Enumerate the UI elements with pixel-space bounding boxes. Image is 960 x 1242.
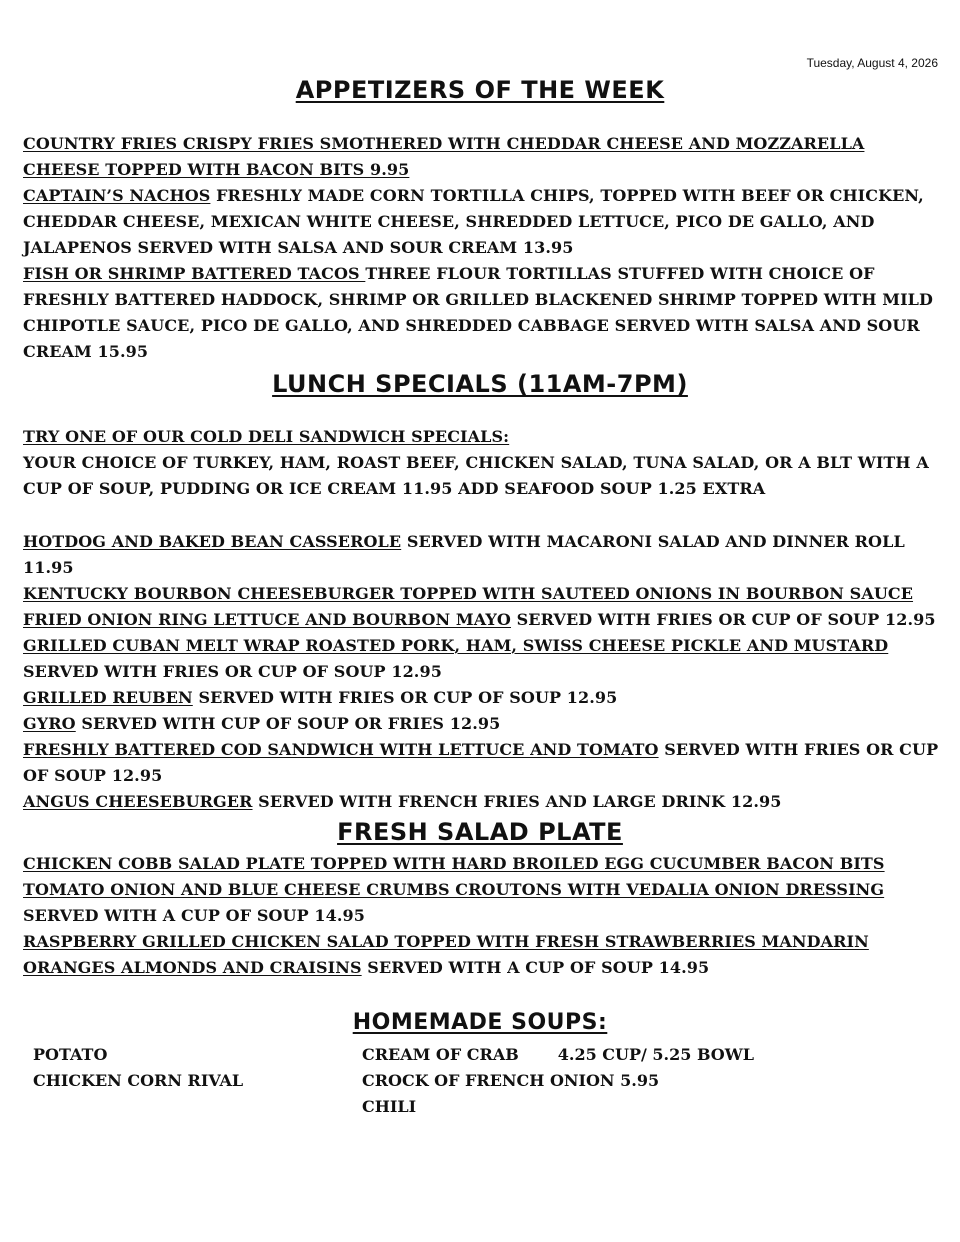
item-name: RASPBERRY GRILLED CHICKEN SALAD TOPPED WITH FRESH STRAWBERRIES MANDARIN ORANGES ALMONDS AND CRAISINS — [23, 932, 869, 977]
item-description: SERVED WITH CUP OF SOUP OR FRIES 12.95 — [75, 714, 501, 733]
menu-item — [23, 929, 943, 981]
item-description: SERVED WITH A CUP OF SOUP 14.95 — [23, 906, 365, 925]
menu-item — [23, 737, 943, 789]
item-name: GYRO — [23, 714, 76, 733]
menu-item — [23, 789, 943, 815]
item-description: SERVED WITH FRIES OR CUP OF SOUP 12.95 — [23, 740, 939, 785]
appetizers-heading: APPETIZERS OF THE WEEK — [295, 76, 665, 104]
lunch-items — [23, 529, 943, 815]
salad-heading: FRESH SALAD PLATE — [337, 818, 623, 846]
item-name: FISH OR SHRIMP BATTERED TACOS — [23, 264, 366, 283]
salad-section — [23, 851, 943, 981]
item-description: SERVED WITH FRENCH FRIES AND LARGE DRINK 12.95 — [252, 792, 782, 811]
menu-item — [23, 529, 943, 581]
appetizers-section — [23, 131, 943, 365]
soup-item: POTATO — [33, 1045, 108, 1064]
item-name: CHICKEN COBB SALAD PLATE TOPPED WITH HARD BROILED EGG CUCUMBER BACON BITS TOMATO ONION AND BLUE CHEESE CRUMBS CROUTONS WITH VEDALIA ONION DRESSING — [23, 854, 885, 899]
item-name: CAPTAIN’S NACHOS — [23, 186, 211, 205]
menu-item — [23, 633, 943, 685]
soup-item: CREAM OF CRAB 4.25 CUP/ 5.25 BOWL — [362, 1045, 754, 1064]
soup-item: CHILI — [362, 1097, 417, 1116]
deli-section — [23, 424, 943, 502]
soup-item: CROCK OF FRENCH ONION 5.95 — [362, 1071, 660, 1090]
item-description: FRESHLY MADE CORN TORTILLA CHIPS, TOPPED WITH BEEF OR CHICKEN, CHEDDAR CHEESE, MEXICAN WHITE CHEESE, SHREDDED LETTUCE, PICO DE GALLO, AND JALAPENOS SERVED WITH SALSA AND SOUR CREAM 13.95 — [23, 186, 924, 257]
menu-item — [23, 131, 943, 183]
menu-item — [23, 581, 943, 633]
menu-item — [23, 685, 943, 711]
menu-item — [23, 711, 943, 737]
menu-item — [23, 183, 943, 261]
soups-column-right — [362, 1042, 754, 1120]
lunch-heading: LUNCH SPECIALS (11AM-7PM) — [272, 370, 688, 398]
item-name: ANGUS CHEESEBURGER — [23, 792, 253, 811]
deli-title: TRY ONE OF OUR COLD DELI SANDWICH SPECIALS: — [23, 427, 510, 446]
item-description: SERVED WITH MACARONI SALAD AND DINNER ROLL 11.95 — [23, 532, 905, 577]
item-name: FRESHLY BATTERED COD SANDWICH WITH LETTUCE AND TOMATO — [23, 740, 659, 759]
item-name: COUNTRY FRIES CRISPY FRIES SMOTHERED WITH CHEDDAR CHEESE AND MOZZARELLA CHEESE TOPPED WITH BACON BITS 9.95 — [23, 134, 865, 179]
item-name: KENTUCKY BOURBON CHEESEBURGER TOPPED WITH SAUTEED ONIONS IN BOURBON SAUCE FRIED ONION RING LETTUCE AND BOURBON MAYO — [23, 584, 914, 629]
menu-item — [23, 851, 943, 929]
soups-column-left — [33, 1042, 243, 1094]
deli-description: YOUR CHOICE OF TURKEY, HAM, ROAST BEEF, CHICKEN SALAD, TUNA SALAD, OR A BLT WITH A CUP OF SOUP, PUDDING OR ICE CREAM 11.95 ADD SEAFOOD SOUP 1.25 EXTRA — [23, 453, 929, 498]
item-description: THREE FLOUR TORTILLAS STUFFED WITH CHOICE OF FRESHLY BATTERED HADDOCK, SHRIMP OR GRILLED BLACKENED SHRIMP TOPPED WITH MILD CHIPOTLE SAUCE, PICO DE GALLO, AND SHREDDED CABBAGE SERVED WITH SALSA AND SOUR CREAM 15.95 — [23, 264, 934, 361]
soup-item: CHICKEN CORN RIVAL — [33, 1071, 244, 1090]
soups-heading: HOMEMADE SOUPS: — [352, 1010, 608, 1035]
menu-item — [23, 261, 943, 365]
item-name: GRILLED REUBEN — [23, 688, 193, 707]
menu-date: Tuesday, August 4, 2026 — [806, 56, 938, 70]
item-name: GRILLED CUBAN MELT WRAP ROASTED PORK, HAM, SWISS CHEESE PICKLE AND MUSTARD — [23, 636, 889, 655]
item-description: SERVED WITH FRIES OR CUP OF SOUP 12.95 — [192, 688, 618, 707]
item-description: SERVED WITH FRIES OR CUP OF SOUP 12.95 — [510, 610, 936, 629]
item-description: SERVED WITH A CUP OF SOUP 14.95 — [361, 958, 710, 977]
item-name: HOTDOG AND BAKED BEAN CASSEROLE — [23, 532, 402, 551]
item-description: SERVED WITH FRIES OR CUP OF SOUP 12.95 — [23, 662, 442, 681]
